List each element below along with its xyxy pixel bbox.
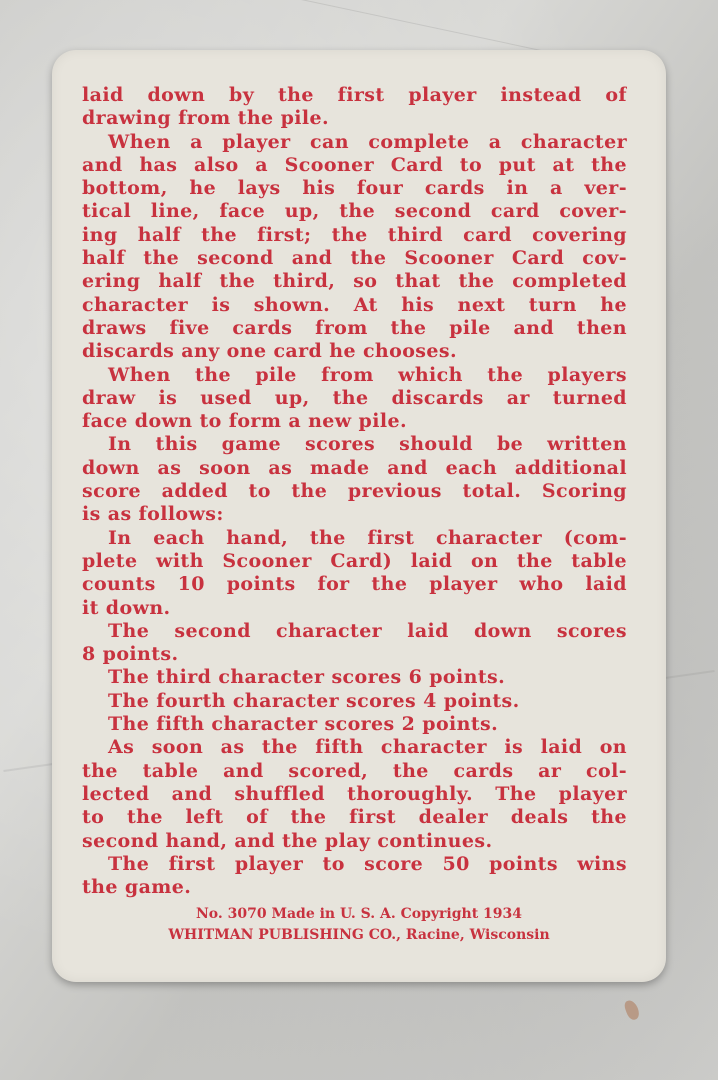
rules-line: counts 10 points for the player who laid bbox=[82, 573, 627, 596]
rules-line: half the second and the Scooner Card cov- bbox=[82, 247, 627, 270]
rules-line: is as follows: bbox=[82, 503, 224, 526]
marble-chip bbox=[623, 999, 641, 1022]
rules-line: score added to the previous total. Scoring bbox=[82, 480, 627, 503]
rules-line: plete with Scooner Card) laid on the table bbox=[82, 549, 627, 572]
rules-line: drawing from the pile. bbox=[82, 107, 329, 130]
rules-line: discards any one card he chooses. bbox=[82, 340, 457, 363]
rules-line: and has also a Scooner Card to put at the bbox=[82, 153, 627, 176]
card-footer bbox=[52, 904, 666, 946]
rules-line: laid down by the first player instead of bbox=[82, 84, 627, 106]
rules-line: to the left of the first dealer deals the bbox=[82, 806, 627, 829]
copyright-line: No. 3070 Made in U. S. A. Copyright 1934 bbox=[196, 906, 522, 922]
rules-line: character is shown. At his next turn he bbox=[82, 293, 627, 316]
rules-line: As soon as the fifth character is laid on bbox=[108, 736, 627, 759]
rules-line: When a player can complete a character bbox=[108, 130, 627, 153]
rules-line: the table and scored, the cards ar col- bbox=[82, 759, 627, 782]
rules-line: lected and shuffled thoroughly. The player bbox=[82, 782, 627, 805]
rules-line: The third character scores 6 points. bbox=[108, 666, 506, 689]
rules-line: The fifth character scores 2 points. bbox=[108, 713, 499, 736]
rules-line: The fourth character scores 4 points. bbox=[108, 689, 520, 712]
rules-line: ering half the third, so that the completed bbox=[82, 270, 627, 293]
rules-line: down as soon as made and each additional bbox=[82, 456, 627, 479]
publisher-line: WHITMAN PUBLISHING CO., Racine, Wisconsin bbox=[168, 927, 550, 943]
rules-line: In this game scores should be written bbox=[108, 433, 627, 456]
rules-text bbox=[82, 84, 627, 899]
rules-line: the game. bbox=[82, 876, 192, 899]
rules-line: When the pile from which the players bbox=[108, 363, 627, 386]
rules-line: it down. bbox=[82, 596, 171, 619]
rules-line: The second character laid down scores bbox=[108, 619, 627, 642]
rules-line: draws five cards from the pile and then bbox=[82, 316, 627, 339]
rules-line: bottom, he lays his four cards in a ver- bbox=[82, 177, 627, 200]
rules-line: second hand, and the play continues. bbox=[82, 829, 493, 852]
rules-line: 8 points. bbox=[82, 643, 179, 666]
playing-card-back bbox=[52, 50, 666, 982]
rules-line: ing half the first; the third card covering bbox=[82, 223, 627, 246]
rules-line: In each hand, the first character (com- bbox=[108, 526, 627, 549]
rules-line: The first player to score 50 points wins bbox=[108, 852, 627, 875]
rules-line: tical line, face up, the second card cover- bbox=[82, 200, 627, 223]
rules-line: face down to form a new pile. bbox=[82, 410, 407, 433]
rules-line: draw is used up, the discards ar turned bbox=[82, 386, 627, 409]
